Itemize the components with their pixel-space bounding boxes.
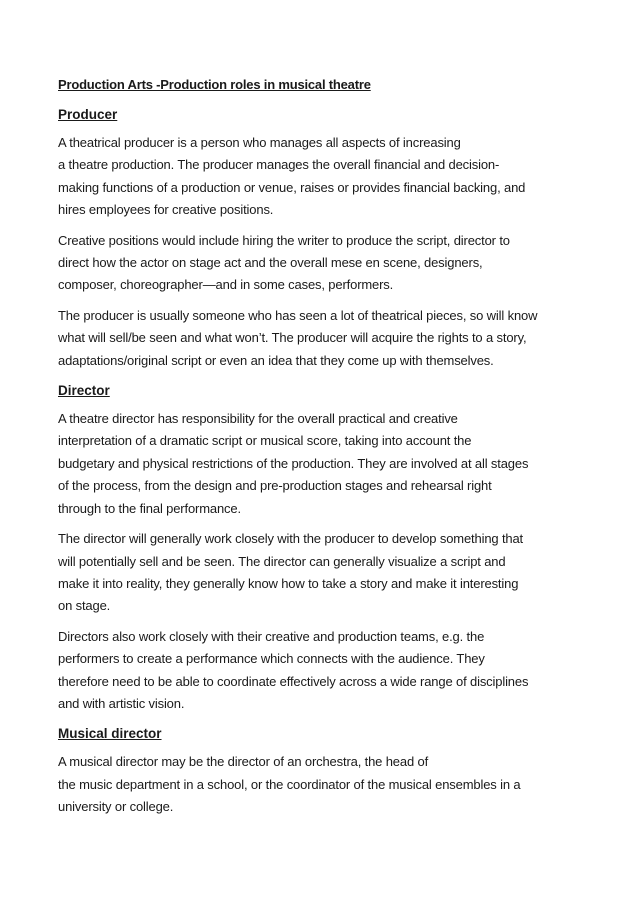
text-line: A musical director may be the director of an orchestra, the head of bbox=[58, 754, 429, 770]
text-line: The director will generally work closely with the producer to develop something that bbox=[58, 531, 524, 547]
text-line: adaptations/original script or even an idea that they come up with themselves. bbox=[58, 352, 494, 368]
paragraph bbox=[58, 132, 586, 222]
paragraph bbox=[58, 230, 586, 297]
paragraph bbox=[58, 305, 586, 372]
text-line: make it into reality, they generally know how to take a story and make it interesting bbox=[58, 575, 519, 591]
document-title: Production Arts -Production roles in musical theatre bbox=[58, 77, 371, 92]
text-line: direct how the actor on stage act and the overall mese en scene, designers, bbox=[58, 255, 483, 271]
text-line: making functions of a production or venue, raises or provides financial backing, and bbox=[58, 179, 526, 195]
text-line: performers to create a performance which connects with the audience. They bbox=[58, 651, 485, 667]
text-line: what will sell/be seen and what won’t. The producer will acquire the rights to a story, bbox=[58, 330, 527, 346]
text-line: university or college. bbox=[58, 799, 174, 815]
text-line: the music department in a school, or the coordinator of the musical ensembles in a bbox=[58, 776, 521, 792]
text-line: through to the final performance. bbox=[58, 500, 241, 516]
paragraph bbox=[58, 626, 586, 716]
section-heading-musical-director: Musical director bbox=[58, 726, 162, 742]
text-line: a theatre production. The producer manages the overall financial and decision- bbox=[58, 157, 500, 173]
text-line: therefore need to be able to coordinate effectively across a wide range of disciplines bbox=[58, 673, 529, 689]
document-body bbox=[58, 74, 586, 827]
text-line: budgetary and physical restrictions of the production. They are involved at all stages bbox=[58, 455, 529, 471]
paragraph bbox=[58, 408, 586, 520]
section-heading-producer: Producer bbox=[58, 107, 118, 122]
text-line: on stage. bbox=[58, 598, 111, 614]
text-line: interpretation of a dramatic script or musical score, taking into account the bbox=[58, 433, 472, 449]
paragraph bbox=[58, 751, 586, 818]
text-line: will potentially sell and be seen. The director can generally visualize a script and bbox=[58, 553, 506, 569]
document-sections bbox=[58, 104, 586, 819]
text-line: Creative positions would include hiring the writer to produce the script, director to bbox=[58, 232, 510, 248]
text-line: A theatrical producer is a person who manages all aspects of increasing bbox=[58, 135, 461, 150]
section-heading-director: Director bbox=[58, 383, 110, 399]
text-line: The producer is usually someone who has seen a lot of theatrical pieces, so will know bbox=[58, 307, 538, 323]
text-line: and with artistic vision. bbox=[58, 695, 185, 711]
text-line: of the process, from the design and pre-production stages and rehearsal right bbox=[58, 478, 492, 494]
text-line: hires employees for creative positions. bbox=[58, 202, 274, 218]
text-line: Directors also work closely with their creative and production teams, e.g. the bbox=[58, 628, 485, 644]
text-line: A theatre director has responsibility for the overall practical and creative bbox=[58, 411, 458, 427]
text-line: composer, choreographer—and in some cases, performers. bbox=[58, 277, 394, 293]
paragraph bbox=[58, 528, 586, 618]
